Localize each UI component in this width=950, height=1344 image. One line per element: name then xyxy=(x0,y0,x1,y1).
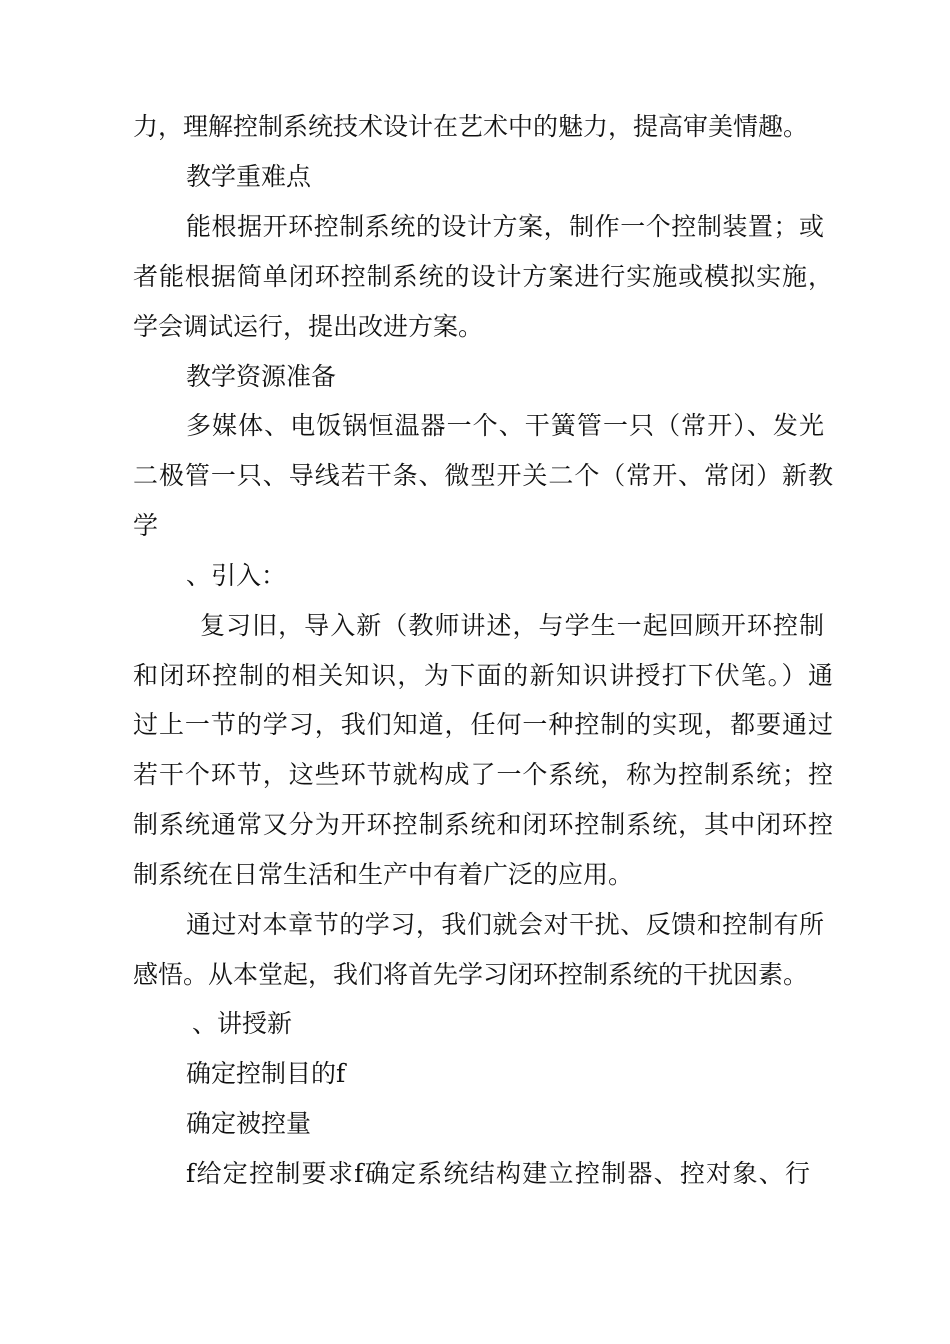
text-line-9: 学 xyxy=(133,511,159,540)
text-line-1: 力，理解控制系统技术设计在艺术中的魅力，提高审美情趣。 xyxy=(133,112,809,141)
text-line-11: 复习旧，导入新（教师讲述，与学生一起回顾开环控制 xyxy=(200,611,824,640)
text-line-19: 、讲授新 xyxy=(192,1009,293,1038)
text-line-8: 二极管一只、导线若干条、微型开关二个（常开、常闭）新教 xyxy=(133,461,833,490)
text-line-3: 能根据开环控制系统的设计方案，制作一个控制装置；或 xyxy=(186,212,824,241)
text-line-21: 确定被控量 xyxy=(186,1109,312,1138)
text-line-12: 和闭环控制的相关知识，为下面的新知识讲授打下伏笔。）通 xyxy=(133,661,833,690)
text-line-4: 者能根据简单闭环控制系统的设计方案进行实施或模拟实施， xyxy=(133,262,833,291)
text-line-7: 多媒体、电饭锅恒温器一个、干簧管一只（常开）、发光 xyxy=(186,411,824,440)
text-line-17: 通过对本章节的学习，我们就会对干扰、反馈和控制有所 xyxy=(186,910,824,939)
text-line-16: 制系统在日常生活和生产中有着广泛的应用。 xyxy=(133,860,634,889)
text-line-14: 若干个环节，这些环节就构成了一个系统，称为控制系统；控 xyxy=(133,760,833,789)
text-line-13: 过上一节的学习，我们知道，任何一种控制的实现，都要通过 xyxy=(133,710,833,739)
text-line-10: 、引入： xyxy=(186,561,287,590)
text-line-6: 教学资源准备 xyxy=(186,362,337,391)
text-line-22: f给定控制要求f确定系统结构建立控制器、控对象、行 xyxy=(186,1159,810,1188)
text-line-5: 学会调试运行，提出改进方案。 xyxy=(133,312,484,341)
text-line-15: 制系统通常又分为开环控制系统和闭环控制系统，其中闭环控 xyxy=(133,810,833,839)
text-line-18: 感悟。从本堂起，我们将首先学习闭环控制系统的干扰因素。 xyxy=(133,960,809,989)
text-line-20: 确定控制目的f xyxy=(186,1059,346,1088)
text-line-2: 教学重难点 xyxy=(186,162,312,191)
